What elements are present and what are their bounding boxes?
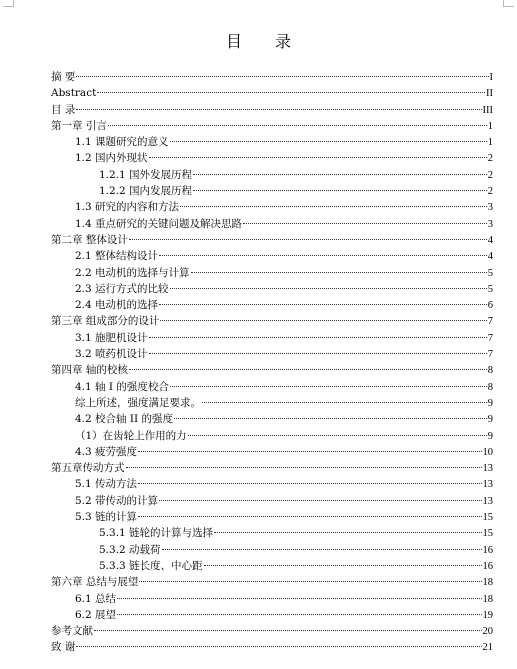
toc-entry-page-number: 21	[482, 642, 493, 654]
toc-entry[interactable]	[51, 102, 493, 118]
toc-entry-label: 目 录	[51, 103, 76, 116]
toc-entry[interactable]	[51, 297, 493, 313]
toc-entry-page-number: 1	[487, 120, 493, 132]
dot-leader	[138, 451, 481, 452]
toc-entry-page-number: 9	[487, 397, 493, 409]
toc-entry[interactable]	[51, 574, 493, 590]
toc-entry-label: 1.2.1 国外发展历程	[99, 168, 193, 181]
dot-leader	[214, 532, 481, 533]
toc-entry[interactable]	[51, 118, 493, 134]
toc-entry-page-number: 19	[482, 609, 493, 621]
toc-entry-label: 第三章 组成部分的设计	[51, 315, 160, 328]
toc-entry-label: 综上所述，强度满足要求。	[75, 396, 201, 409]
toc-entry[interactable]	[51, 639, 493, 655]
dot-leader	[188, 435, 487, 436]
toc-entry-label: 1.2 国内外现状	[75, 152, 148, 165]
toc-entry[interactable]	[51, 313, 493, 329]
toc-entry-page-number: 2	[487, 153, 493, 165]
toc-entry-label: 2.1 整体结构设计	[75, 250, 159, 263]
toc-entry-page-number: 9	[487, 430, 493, 442]
toc-entry[interactable]	[51, 167, 493, 183]
toc-entry-page-number: 2	[487, 186, 493, 198]
toc-entry[interactable]	[51, 525, 493, 541]
toc-entry-label: 第四章 轴的校核	[51, 364, 128, 377]
toc-entry-page-number: 3	[487, 202, 493, 214]
toc-entry-page-number: 7	[487, 332, 493, 344]
toc-entry-page-number: 8	[487, 365, 493, 377]
toc-entry[interactable]	[51, 509, 493, 525]
dot-leader	[191, 272, 487, 273]
dot-leader	[117, 598, 481, 599]
toc-entry[interactable]	[51, 444, 493, 460]
toc-entry[interactable]	[51, 542, 493, 558]
dot-leader	[149, 157, 487, 158]
toc-entry[interactable]	[51, 232, 493, 248]
toc-entry[interactable]	[51, 379, 493, 395]
dot-leader	[97, 92, 485, 93]
dot-leader	[76, 76, 488, 77]
toc-entry-page-number: 13	[482, 463, 493, 475]
toc-entry-page-number: 7	[487, 316, 493, 328]
dot-leader	[126, 467, 482, 468]
toc-entry-page-number: 15	[482, 512, 493, 524]
toc-entry[interactable]	[51, 199, 493, 215]
toc-entry-label: 第二章 整体设计	[51, 233, 128, 246]
toc-entry[interactable]	[51, 248, 493, 264]
toc-entry-page-number: 4	[487, 234, 493, 246]
toc-entry-page-number: III	[482, 104, 493, 116]
toc-entry-page-number: 13	[482, 495, 493, 507]
toc-entry-page-number: 18	[482, 577, 493, 589]
toc-entry-label: 6.1 总结	[75, 592, 117, 605]
toc-entry-label: 2.4 电动机的选择	[75, 299, 159, 312]
toc-entry[interactable]	[51, 216, 493, 232]
toc-entry[interactable]	[51, 346, 493, 362]
toc-entry-page-number: 20	[482, 626, 493, 638]
dot-leader	[149, 337, 487, 338]
dot-leader	[149, 353, 487, 354]
dot-leader	[159, 500, 481, 501]
toc-entry[interactable]	[51, 476, 493, 492]
toc-entry-page-number: 9	[487, 414, 493, 426]
toc-entry-label: 1.1 课题研究的意义	[75, 136, 169, 149]
toc-entry[interactable]	[51, 411, 493, 427]
toc-entry[interactable]	[51, 591, 493, 607]
toc-entry-label: Abstract	[51, 87, 97, 100]
toc-entry-page-number: 13	[482, 479, 493, 491]
toc-entry-label: 5.2 带传动的计算	[75, 494, 159, 507]
dot-leader	[162, 549, 482, 550]
toc-entry-page-number: 6	[487, 300, 493, 312]
toc-entry-label: 3.2 喷药机设计	[75, 348, 148, 361]
toc-entry[interactable]	[51, 607, 493, 623]
toc-entry-label: 1.4 重点研究的关键问题及解决思路	[75, 217, 243, 230]
dot-leader	[129, 369, 487, 370]
toc-entry-page-number: 2	[487, 169, 493, 181]
toc-entry-label: 2.3 运行方式的比较	[75, 282, 169, 295]
dot-leader	[76, 646, 481, 647]
dot-leader	[129, 239, 487, 240]
toc-entry[interactable]	[51, 395, 493, 411]
toc-entry-label: 第五章传动方式	[51, 462, 125, 475]
toc-entry-label: 第六章 总结与展望	[51, 576, 139, 589]
toc-entry[interactable]	[51, 493, 493, 509]
toc-entry[interactable]	[51, 134, 493, 150]
toc-entry[interactable]	[51, 265, 493, 281]
toc-entry-page-number: 7	[487, 349, 493, 361]
toc-entry-label: 4.3 疲劳强度	[75, 445, 138, 458]
toc-entry-page-number: 1	[487, 137, 493, 149]
toc-entry-label: 摘 要	[51, 71, 76, 83]
dot-leader	[170, 288, 487, 289]
toc-entry-label: 5.3.2 动载荷	[99, 543, 161, 556]
dot-leader	[160, 320, 486, 321]
toc-entry[interactable]	[51, 69, 493, 85]
toc-entry-label: 5.3 链的计算	[75, 511, 138, 524]
toc-entry-page-number: 5	[487, 267, 493, 279]
toc-entry-page-number: 15	[482, 528, 493, 540]
toc-entry[interactable]	[51, 150, 493, 166]
toc-entry[interactable]	[51, 623, 493, 639]
dot-leader	[170, 141, 487, 142]
toc-entry-label: 2.2 电动机的选择与计算	[75, 266, 190, 279]
toc-entry-label: 1.2.2 国内发展历程	[99, 185, 193, 198]
toc-entry[interactable]	[51, 428, 493, 444]
toc-entry-label: 4.1 轴 I 的强度校合	[75, 380, 169, 393]
toc-entry-label: 1.3 研究的内容和方法	[75, 201, 180, 214]
toc-entry-page-number: 4	[487, 251, 493, 263]
dot-leader	[170, 386, 487, 387]
toc-entry-label: 4.2 校合轴 II 的强度	[75, 413, 174, 426]
dot-leader	[243, 223, 487, 224]
toc-entry-label: 3.1 施肥机设计	[75, 331, 148, 344]
toc-entry-label: 5.1 传动方法	[75, 478, 138, 491]
dot-leader	[159, 255, 487, 256]
toc-entry-page-number: 16	[482, 560, 493, 572]
toc-entry-label: 第一章 引言	[51, 119, 107, 132]
dot-leader	[193, 190, 487, 191]
table-of-contents	[51, 69, 493, 656]
toc-entry-page-number: II	[486, 88, 493, 100]
toc-entry-page-number: 18	[482, 593, 493, 605]
dot-leader	[76, 109, 481, 110]
toc-entry-label: 6.2 展望	[75, 608, 117, 621]
toc-entry-label: 5.3.3 链长度、中心距	[99, 559, 203, 572]
toc-entry[interactable]	[51, 558, 493, 574]
toc-entry-page-number: 16	[482, 544, 493, 556]
dot-leader	[138, 483, 481, 484]
toc-entry[interactable]	[51, 85, 493, 101]
toc-entry-page-number: 8	[487, 381, 493, 393]
toc-entry[interactable]	[51, 281, 493, 297]
dot-leader	[159, 304, 487, 305]
dot-leader	[174, 418, 487, 419]
dot-leader	[180, 206, 487, 207]
page-corner-mark	[503, 0, 514, 7]
dot-leader	[94, 630, 482, 631]
dot-leader	[138, 516, 481, 517]
page-title: 目 录	[225, 32, 306, 51]
toc-entry-page-number: 10	[482, 446, 493, 458]
toc-entry[interactable]	[51, 330, 493, 346]
toc-entry-label: 5.3.1 链轮的计算与选择	[99, 527, 214, 540]
toc-entry[interactable]	[51, 460, 493, 476]
dot-leader	[193, 174, 487, 175]
dot-leader	[204, 565, 482, 566]
toc-entry[interactable]	[51, 183, 493, 199]
dot-leader	[202, 402, 487, 403]
toc-entry-page-number: 3	[487, 218, 493, 230]
toc-entry-label: （1）在齿轮上作用的力	[75, 429, 187, 442]
toc-entry-label: 参考文献	[51, 625, 93, 638]
toc-entry[interactable]	[51, 362, 493, 378]
toc-entry-page-number: 5	[487, 283, 493, 295]
dot-leader	[117, 614, 481, 615]
page-corner-mark	[3, 0, 14, 7]
dot-leader	[139, 581, 481, 582]
toc-entry-page-number: I	[489, 72, 493, 83]
dot-leader	[108, 125, 487, 126]
toc-entry-label: 致 谢	[51, 641, 76, 654]
